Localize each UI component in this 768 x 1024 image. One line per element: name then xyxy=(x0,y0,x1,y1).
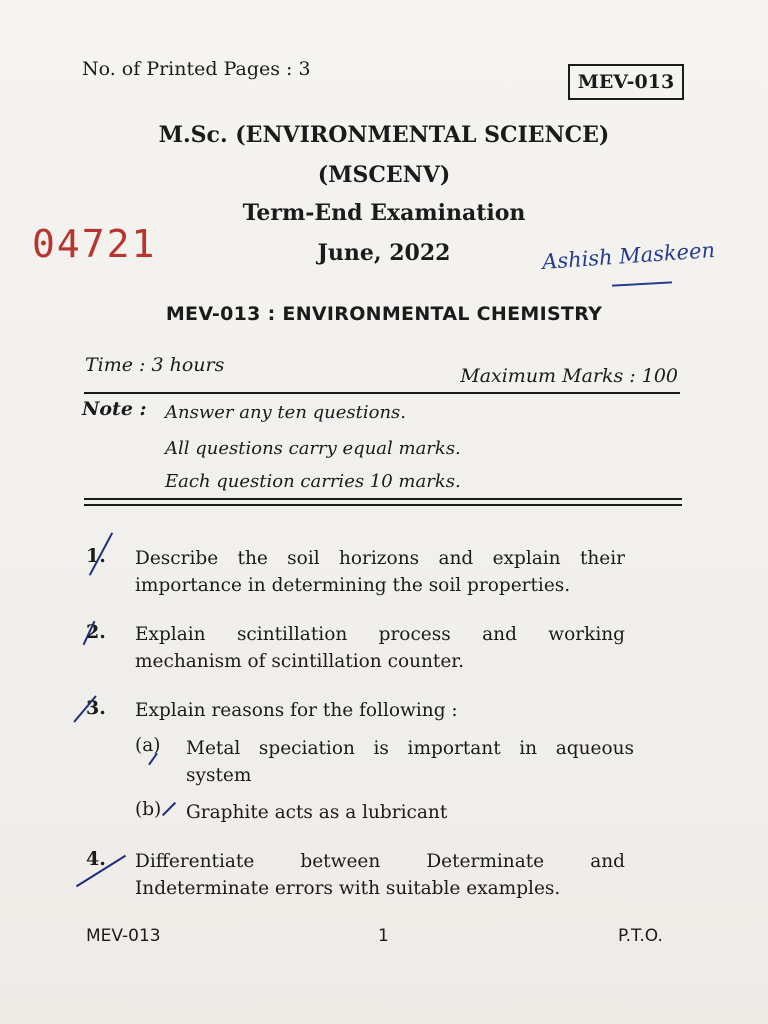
footer-paper-code: MEV-013 xyxy=(86,926,161,946)
question-text: Describe the soil horizons and explain their importance in determining the soil properties. xyxy=(135,548,625,596)
question-number: 4. xyxy=(86,848,106,870)
exam-title: Term-End Examination xyxy=(242,200,526,226)
handwritten-signature: Ashish Maskeen xyxy=(541,237,716,275)
note-line: Answer any ten questions. xyxy=(165,402,407,423)
question-text: Explain scintillation process and working mechanism of scintillation counter. xyxy=(135,624,625,672)
question-number: 1. xyxy=(86,545,106,567)
subject-title: MEV-013 : ENVIRONMENTAL CHEMISTRY xyxy=(165,303,603,325)
exam-session: June, 2022 xyxy=(317,240,451,266)
question-number: 3. xyxy=(86,697,106,719)
sub-question-text: Graphite acts as a lubricant xyxy=(186,802,448,823)
programme-title: M.Sc. (ENVIRONMENTAL SCIENCE) xyxy=(158,122,610,148)
time-allowed: Time : 3 hours xyxy=(85,354,225,376)
serial-number-stamp: 04721 xyxy=(32,222,157,266)
question-number: 2. xyxy=(86,621,106,643)
double-rule-bottom xyxy=(84,504,682,506)
note-label: Note : xyxy=(82,398,147,420)
printed-pages: No. of Printed Pages : 3 xyxy=(82,58,311,80)
sub-question-label: (b) xyxy=(135,799,162,820)
note-line: Each question carries 10 marks. xyxy=(165,471,461,492)
sub-question-label: (a) xyxy=(135,735,161,756)
check-mark-icon xyxy=(162,802,176,816)
paper-code-box: MEV-013 xyxy=(568,64,684,100)
note-line: All questions carry equal marks. xyxy=(165,438,461,459)
sub-question-text: Metal speciation is important in aqueous system xyxy=(186,738,634,786)
question-text: Explain reasons for the following : xyxy=(135,700,458,721)
footer-pto: P.T.O. xyxy=(618,926,663,946)
divider xyxy=(84,392,680,394)
question-text: Differentiate between Determinate and Indeterminate errors with suitable examples. xyxy=(135,851,625,899)
double-rule-top xyxy=(84,498,682,500)
maximum-marks: Maximum Marks : 100 xyxy=(460,365,678,387)
signature-underline xyxy=(612,281,672,286)
footer-page-number: 1 xyxy=(378,926,389,946)
programme-code: (MSCENV) xyxy=(317,162,451,188)
